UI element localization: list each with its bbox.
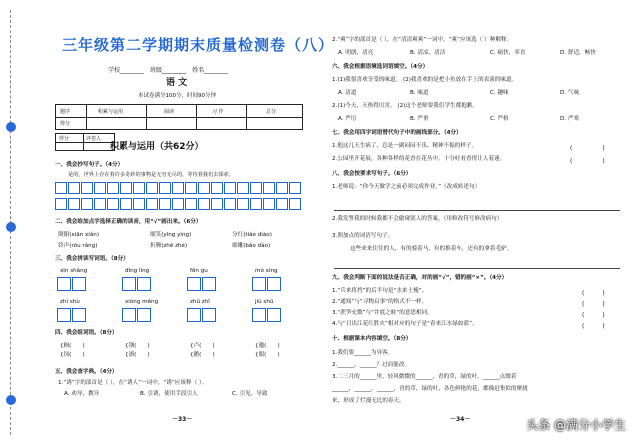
q4-item: {饲( ) xyxy=(60,352,85,358)
option: A. 明朗，清亮 xyxy=(338,50,374,56)
q7-line: 2.公园里开花展，各种各样的花香在花丛中，十分好看香得让人着迷。 xyxy=(332,156,506,162)
q2-item: 细笑(yīng yìng) xyxy=(150,232,192,238)
q8-title: 八、我会按要求写句子。（6分） xyxy=(332,171,412,177)
pinyin: dīng líng xyxy=(125,268,150,274)
q5-question: 1.“诱”字的部首是（ ），在“诱人”一词中，“诱”应该释（ ）。 xyxy=(58,380,208,386)
q5-title: 五、我会查字典。（4分） xyxy=(55,369,118,375)
q2-item: 折腾(zhē zhé) xyxy=(150,243,188,249)
pinyin: zhì shù xyxy=(60,299,80,305)
q2-item: 铃声(rǒu rǎng) xyxy=(58,243,98,249)
exam-note: 本试卷满分100分，时间90分钟 xyxy=(138,93,216,99)
table-header: 习 作 xyxy=(212,109,224,115)
q6-line: 2.(1)今天，天热得厉害。 (2)这个老师要我们学生都抱歉。 xyxy=(332,103,479,109)
table-header: 题序 xyxy=(60,109,71,115)
q6-line: 1.(1)我很喜欢享受的味道。 (2)我喜欢的是把小鱼放在手上的表演的味道。 xyxy=(332,77,518,83)
binding-line xyxy=(6,10,20,435)
q10-line: 2.______，______？过而能改。 xyxy=(332,362,411,368)
q4-item: {钢( ) xyxy=(125,343,150,349)
char-box xyxy=(252,277,282,291)
q2-title: 二、我会给加点字选择正确的读音，用“√”画出来。（6分） xyxy=(55,219,202,225)
option: B. 引诱，使用手段引人 xyxy=(140,391,198,397)
q10-title: 十、根据课本内容填空。（8分） xyxy=(332,336,412,342)
option: A. 严厉 xyxy=(338,116,357,122)
answer-line xyxy=(334,210,620,211)
pinyin: xīn shǎng xyxy=(60,268,88,274)
binding-hole-icon xyxy=(6,395,16,405)
pinyin: mó xíng xyxy=(255,268,278,274)
q4-title: 四、我会组词语。（8分） xyxy=(55,330,118,336)
q1-sentence: 是的，世界上存在着许多奇妙的事物是无穷无尽的，等待着我们去探索。 xyxy=(68,172,235,178)
subject: 语 文 xyxy=(166,78,188,88)
q8-line: 这些来来往往的人，有的骑着马，有的推着车，还有的拿着毛驴。 xyxy=(350,246,513,252)
score-table xyxy=(55,104,303,130)
answer-paren: ( ) xyxy=(582,290,605,297)
writing-grid xyxy=(55,198,315,210)
char-box xyxy=(187,308,217,322)
char-box xyxy=(187,277,217,291)
q2-item: 分红(tiáo diào) xyxy=(232,232,272,238)
q6-title: 六、我会根据语境选词语填空。（4分） xyxy=(332,64,429,70)
char-box xyxy=(122,277,152,291)
q9-item: 1.“兵来将挡”的后半句是“水来土掩”。 xyxy=(332,288,428,294)
option: D. 气味 xyxy=(560,90,580,96)
page-number: －33－ xyxy=(172,416,193,423)
info-line: 学校________ 班级________ 姓名________ xyxy=(108,67,229,74)
q4-item: {邀( ) xyxy=(255,343,280,349)
option: B. 清凉，清洁 xyxy=(410,50,446,56)
page-title: 三年级第二学期期末质量检测卷（八） xyxy=(62,36,335,54)
char-box xyxy=(57,277,87,291)
q4-item: {鹅( ) xyxy=(190,352,215,358)
q2-item: 细雕(bǎo dào) xyxy=(232,243,271,249)
q7-line: 1.他这几天生病了，总是一副闷闷不乐、精神不振的样子。 xyxy=(332,143,478,149)
q9-title: 九、我会判断下面的说法是否正确，对的画“√”，错的画“×”。（4分） xyxy=(332,275,508,281)
char-box xyxy=(252,308,282,322)
answer-paren: ( ) xyxy=(570,158,605,165)
score-box: 得分 评卷人 xyxy=(55,133,115,151)
option: C. 趣味 xyxy=(490,90,509,96)
answer-line xyxy=(334,268,620,269)
pinyin: jiù shū xyxy=(255,299,274,305)
watermark: 头条 @满分小学生 xyxy=(526,418,626,432)
section-heading: 积累与运用（共62分） xyxy=(110,142,204,152)
table-header: 积累与运用 xyxy=(98,109,124,115)
q4-item: {浙( ) xyxy=(125,352,150,358)
table-header: 总分 xyxy=(266,109,277,115)
option: B. 味道 xyxy=(410,90,429,96)
q10-line: 1.我们要______为异客。 xyxy=(332,350,394,356)
q7-title: 七、我会用四字词语替代句子中的画线部分。（4分） xyxy=(332,130,462,136)
option: A. 清道 xyxy=(338,90,357,96)
q3-title: 三、我会拼读写词语。（8分） xyxy=(55,256,129,262)
table-cell: 得分 xyxy=(60,121,71,127)
q4-item: {眼( ) xyxy=(255,352,280,358)
table-header: 阅读 xyxy=(164,109,175,115)
q4-item: {枫( ) xyxy=(60,343,85,349)
char-box xyxy=(57,308,87,322)
answer-paren: ( ) xyxy=(582,323,605,330)
answer-paren: ( ) xyxy=(582,301,605,308)
option: B. 严重 xyxy=(410,116,429,122)
q4-item: {卢( ) xyxy=(190,343,215,349)
option: C. 痛快，率直 xyxy=(490,50,526,56)
writing-grid xyxy=(55,182,315,194)
q10-line: 3.二三月的______里，轻风微微的______，青的草，绿的叶，______点缀着 xyxy=(332,374,517,380)
q10-line: 来，形成了烂漫无比的春天。 xyxy=(332,398,405,404)
pinyin: fēn gu xyxy=(190,268,208,274)
q2-item: 倒閉(xiān xiǎn) xyxy=(58,232,100,238)
q9-item: 2.“通知”与“寻物启事”的格式不一样。 xyxy=(332,299,428,305)
q5-question: 2.“爽”字的部首是（ ），在“清清爽爽”一词中，“爽”应该选（ ）种解释。 xyxy=(332,37,513,43)
pinyin: xióng měng xyxy=(125,299,159,305)
answer-paren: ( ) xyxy=(582,312,605,319)
option: C. 严格 xyxy=(490,116,509,122)
option: A. 劝导，教导 xyxy=(64,391,100,397)
binding-hole-icon xyxy=(6,222,16,232)
q9-item: 4.与“日出江花红胜火”相对应的句子是“春来江水绿如蓝”。 xyxy=(332,321,478,327)
option: C. 引见，导致 xyxy=(232,391,268,397)
page-number: －34－ xyxy=(450,416,471,423)
option: D. 舒适，畅快 xyxy=(560,50,596,56)
q9-item: 3.“蔗笋充数”与“井底之蛙”的意思相同。 xyxy=(332,310,433,316)
binding-hole-icon xyxy=(6,122,16,132)
q8-line: 3.照加点的词语写句子。 xyxy=(332,233,394,239)
q1-title: 一、我会抄写句子。（4分） xyxy=(55,162,124,168)
answer-paren: ( ) xyxy=(570,145,605,152)
char-box xyxy=(122,308,152,322)
right-page xyxy=(320,0,640,445)
pinyin: zhǔ zhǐ xyxy=(190,299,210,305)
q10-line: ______，______，______，青的草，绿的叶，各色鲜艳的花，都像赶集似的聚拢 xyxy=(332,386,528,392)
option: D. 严寒 xyxy=(560,116,580,122)
q8-line: 2.我发誓我的时候我都不会偷窥别人的答案。（用修改符号修改病句） xyxy=(332,216,503,222)
q8-line: 1.老师说：“你今天做学之前必须完成作业。”（改成转述句） xyxy=(332,184,481,190)
